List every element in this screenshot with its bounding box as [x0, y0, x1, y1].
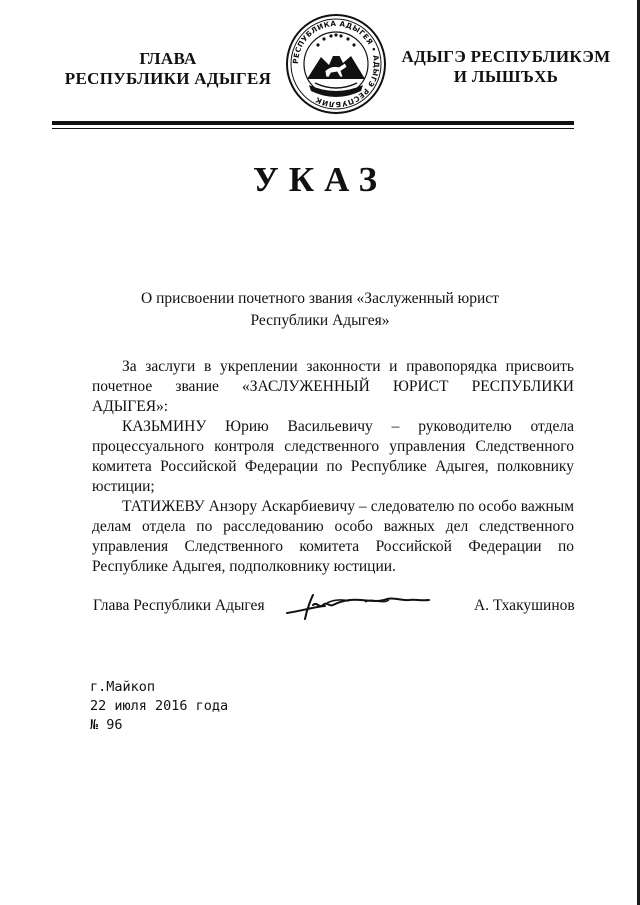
- header-left-line2: РЕСПУБЛИКИ АДЫГЕЯ: [64, 69, 272, 88]
- document-body: [92, 357, 574, 577]
- document-meta: [90, 678, 228, 735]
- header-right-line2: И ЛЫШЪХЬ: [453, 67, 559, 86]
- header-left-line1: ГЛАВА: [139, 49, 197, 68]
- subject-line-2: Республики Адыгея»: [250, 312, 390, 329]
- republic-of-adygea-coat-of-arms-icon: [285, 13, 387, 115]
- signatory-title: Глава Республики Адыгея: [93, 597, 265, 614]
- header-right-line1: АДЫГЭ РЕСПУБЛИКЭМ: [401, 47, 611, 66]
- header-rule-thin: [52, 128, 574, 129]
- body-paragraph-intro: За заслуги в укреплении законности и правопорядка присвоить почетное звание «ЗАСЛУЖЕННЫЙ ЮРИСТ РЕСПУБЛИКИ АДЫГЕЯ»:: [92, 358, 574, 415]
- emblem-inscription: РЕСПУБЛИКА АДЫГЕЯ • АДЫГЭ РЕСПУБЛИК: [290, 18, 382, 110]
- header-rule-thick: [52, 121, 574, 125]
- meta-number: № 96: [90, 717, 123, 733]
- body-paragraph-awardee-1: КАЗЬМИНУ Юрию Васильевичу – руководителю отдела процессуального контроля следственного управления Следственного комитета Российской Федерации по Республике Адыгея, полковнику юстиции;: [92, 418, 574, 495]
- header-right: [396, 47, 616, 87]
- handwritten-signature-icon: [283, 591, 433, 621]
- meta-city: г.Майкоп: [90, 679, 156, 695]
- document-subject: [100, 288, 540, 332]
- subject-line-1: О присвоении почетного звания «Заслуженный юрист: [141, 290, 499, 307]
- meta-date: 22 июля 2016 года: [90, 698, 229, 714]
- document-type-title: УКАЗ: [253, 160, 387, 199]
- header-left: [48, 49, 288, 89]
- signatory-name: А. Тхакушинов: [474, 597, 575, 614]
- body-paragraph-awardee-2: ТАТИЖЕВУ Анзору Аскарбиевичу – следователю по особо важным делам отдела по расследованию особо важных дел следственного управления Следственного комитета Российской Федерации по Республике Адыгея, подполковнику юстиции.: [92, 498, 574, 575]
